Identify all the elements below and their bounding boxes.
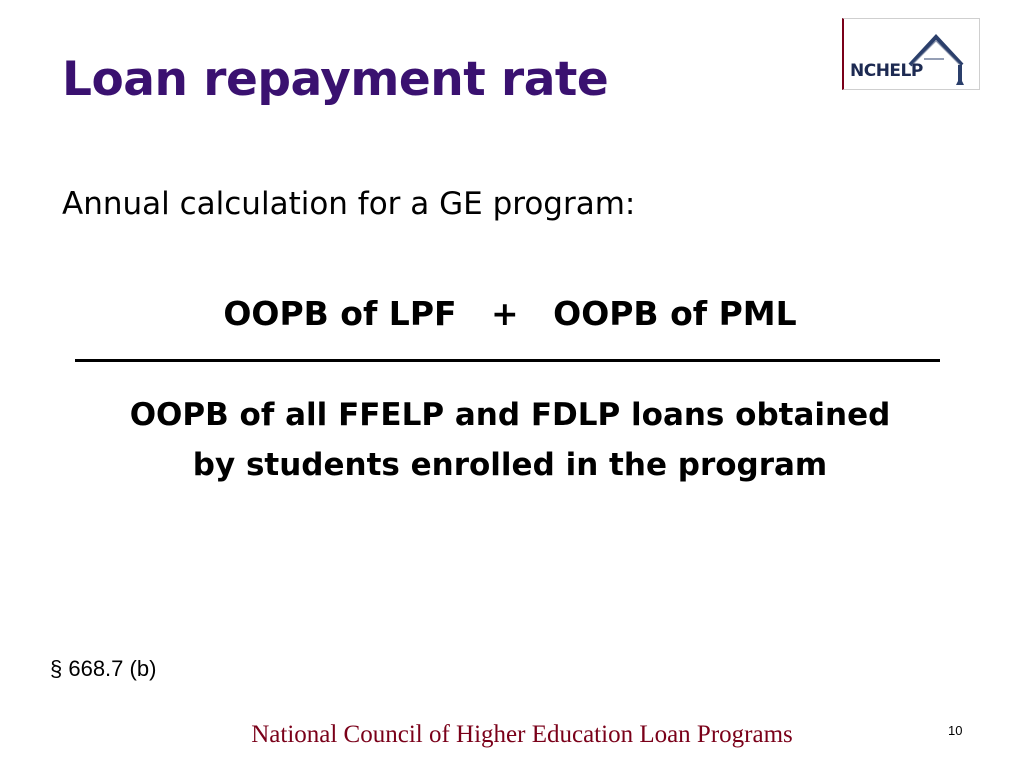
footer-organization: National Council of Higher Education Loan Programs [251, 721, 793, 748]
formula-numerator: OOPB of LPF + OOPB of PML [223, 294, 797, 333]
regulation-citation: § 668.7 (b) [50, 656, 157, 681]
logo-text: NCHELP [850, 61, 923, 81]
slide-title: Loan repayment rate [62, 52, 609, 107]
denominator-line-2: by students enrolled in the program [192, 447, 828, 483]
page-number: 10 [948, 723, 963, 738]
formula-denominator [60, 390, 960, 490]
denominator-line-1: OOPB of all FFELP and FDLP loans obtained [129, 397, 891, 433]
nchelp-logo [842, 18, 980, 90]
fraction-divider [75, 359, 940, 362]
intro-text: Annual calculation for a GE program: [62, 186, 636, 222]
